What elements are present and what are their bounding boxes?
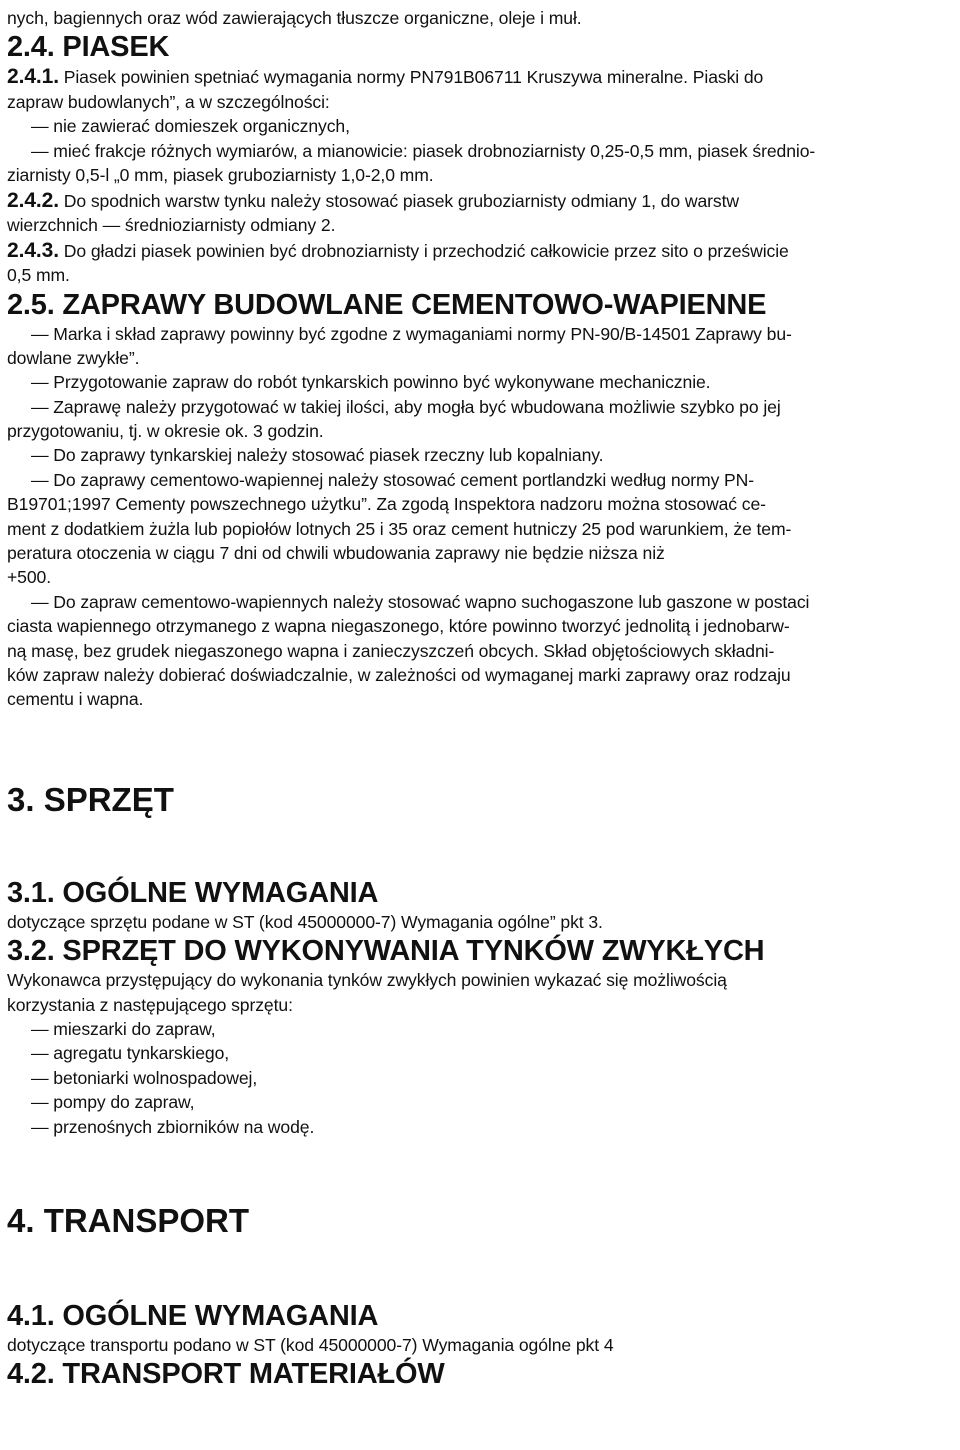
text-line: ciasta wapiennego otrzymanego z wapna niegaszonego, które powinno tworzyć jednolitą i jednobarw- bbox=[7, 616, 790, 637]
list-item: — Do zaprawy tynkarskiej należy stosować piasek rzeczny lub kopalniany. bbox=[31, 445, 604, 466]
list-item: — mieć frakcje różnych wymiarów, a mianowicie: piasek drobnoziarnisty 0,25-0,5 mm, piasek średnio- bbox=[31, 140, 816, 161]
section-heading-2-4: 2.4. PIASEK bbox=[7, 31, 170, 64]
paragraph-text: Do spodnich warstw tynku należy stosować piasek gruboziarnisty odmiany 1, do warstw bbox=[58, 190, 739, 211]
text-line: zapraw budowlanych”, a w szczególności: bbox=[7, 91, 330, 112]
text-line: +500. bbox=[7, 567, 52, 588]
text-line: 0,5 mm. bbox=[7, 265, 70, 286]
paragraph-text: Piasek powinien spetniać wymagania normy PN791B06711 Kruszywa mineralne. Piaski do bbox=[58, 67, 764, 88]
text-line: cementu i wapna. bbox=[7, 689, 144, 710]
text-line: Wykonawca przystępujący do wykonania tynków zwykłych powinien wykazać się możliwością bbox=[7, 970, 727, 991]
list-item: — Zaprawę należy przygotować w takiej ilości, aby mogła być wbudowana możliwie szybko po jej bbox=[31, 396, 781, 417]
text-line: nych, bagiennych oraz wód zawierających tłuszcze organiczne, oleje i muł. bbox=[7, 8, 582, 28]
paragraph-2-4-2-line bbox=[7, 188, 957, 214]
text-line: peratura otoczenia w ciągu 7 dni od chwili wbudowania zaprawy nie będzie niższa niż bbox=[7, 543, 665, 564]
text-line: ment z dodatkiem żużla lub popiołów lotnych 25 i 35 oraz cement hutniczy 25 pod warunkiem, że tem- bbox=[7, 518, 792, 539]
text-line: dotyczące transportu podano w ST (kod 45000000-7) Wymagania ogólne pkt 4 bbox=[7, 1334, 614, 1355]
list-item: — Marka i skład zaprawy powinny być zgodne z wymaganiami normy PN-90/B-14501 Zaprawy bu- bbox=[31, 323, 792, 344]
text-line: korzystania z następującego sprzętu: bbox=[7, 994, 293, 1015]
list-item: — przenośnych zbiorników na wodę. bbox=[31, 1116, 315, 1137]
document-page bbox=[7, 0, 957, 1391]
text-line: przygotowaniu, tj. w okresie ok. 3 godzin. bbox=[7, 421, 324, 442]
text-line: dotyczące sprzętu podane w ST (kod 45000000-7) Wymagania ogólne” pkt 3. bbox=[7, 911, 603, 932]
text-line: dowlane zwykłe”. bbox=[7, 347, 140, 368]
text-line: B19701;1997 Cementy powszechnego użytku”. Za zgodą Inspektora nadzoru można stosować ce- bbox=[7, 494, 766, 515]
list-item: — Do zapraw cementowo-wapiennych należy stosować wapno suchogaszone lub gaszone w postaci bbox=[31, 591, 810, 612]
paragraph-number: 2.4.2. bbox=[7, 188, 59, 212]
text-line: wierzchnich — średnioziarnisty odmiany 2. bbox=[7, 215, 336, 236]
chapter-heading-3: 3. SPRZĘT bbox=[7, 780, 174, 818]
text-line: ków zapraw należy dobierać doświadczalnie, w zależności od wymaganej marki zaprawy oraz rodzaju bbox=[7, 664, 791, 685]
paragraph-2-4-1-line bbox=[7, 64, 957, 90]
list-item: — mieszarki do zapraw, bbox=[31, 1018, 216, 1039]
list-item: — pompy do zapraw, bbox=[31, 1092, 195, 1113]
paragraph-number: 2.4.1. bbox=[7, 65, 59, 89]
list-item: — nie zawierać domieszek organicznych, bbox=[31, 116, 350, 137]
list-item: — Przygotowanie zapraw do robót tynkarskich powinno być wykonywane mechanicznie. bbox=[31, 372, 711, 393]
paragraph-number: 2.4.3. bbox=[7, 238, 59, 262]
paragraph-text: Do gładzi piasek powinien być drobnoziarnisty i przechodzić całkowicie przez sito o prześwicie bbox=[58, 240, 789, 261]
text-line: ną masę, bez grudek niegaszonego wapna i zanieczyszczeń obcych. Skład objętościowych składni- bbox=[7, 640, 775, 661]
section-heading-3-2: 3.2. SPRZĘT DO WYKONYWANIA TYNKÓW ZWYKŁYCH bbox=[7, 935, 765, 968]
section-heading-4-2: 4.2. TRANSPORT MATERIAŁÓW bbox=[7, 1358, 445, 1391]
list-item: — Do zaprawy cementowo-wapiennej należy stosować cement portlandzki według normy PN- bbox=[31, 469, 755, 490]
list-item: — agregatu tynkarskiego, bbox=[31, 1043, 230, 1064]
text-line: ziarnisty 0,5-l „0 mm, piasek gruboziarnisty 1,0-2,0 mm. bbox=[7, 165, 434, 186]
section-heading-4-1: 4.1. OGÓLNE WYMAGANIA bbox=[7, 1299, 379, 1332]
list-item: — betoniarki wolnospadowej, bbox=[31, 1067, 258, 1088]
section-heading-2-5: 2.5. ZAPRAWY BUDOWLANE CEMENTOWO-WAPIENNE bbox=[7, 288, 767, 321]
section-heading-3-1: 3.1. OGÓLNE WYMAGANIA bbox=[7, 876, 379, 909]
chapter-heading-4: 4. TRANSPORT bbox=[7, 1201, 250, 1239]
paragraph-2-4-3-line bbox=[7, 238, 957, 264]
